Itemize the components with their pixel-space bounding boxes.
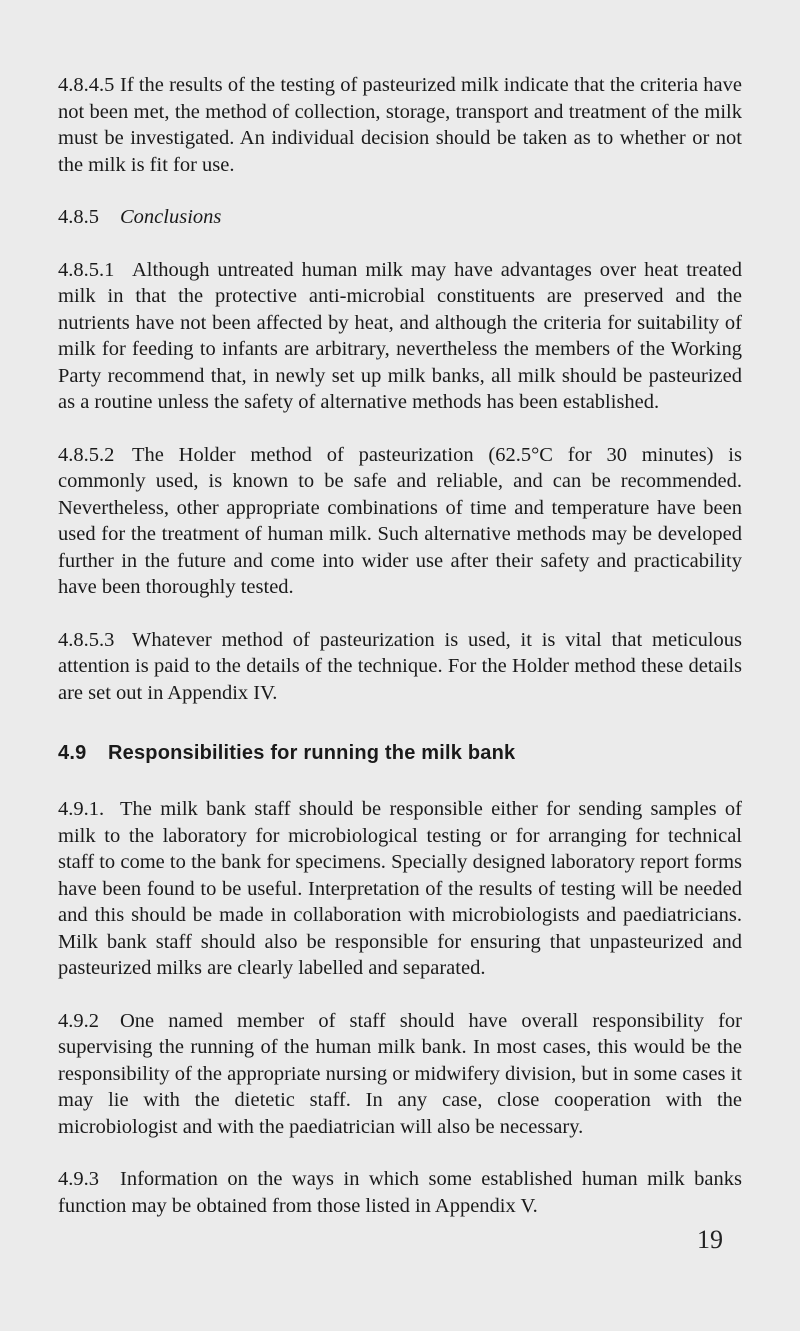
paragraph-4-9-1 — [58, 796, 742, 982]
section-number: 4.9 — [58, 742, 87, 764]
paragraph-4-9-2 — [58, 1008, 742, 1141]
paragraph-4-8-4-5 — [58, 72, 742, 178]
paragraph-text: The milk bank staff should be responsible either for sending samples of milk to the laboratory for microbiological testing or for arranging for technical staff to come to the bank for specimens. Specially designed laboratory report forms have been found to be useful. Interpretation of the results of testing will be needed and this should be made in collaboration with microbiologists and paediatricians. Milk bank staff should also be responsible for ensuring that unpasteurized and pasteurized milks are clearly labelled and separated. — [58, 798, 742, 979]
paragraph-text: The Holder method of pasteurization (62.5°C for 30 minutes) is commonly used, is known to be safe and reliable, and can be recommended. Nevertheless, other appropriate combinations of time and temperature have been used for the treatment of human milk. Such alternative methods may be developed further in the future and come into wider use after their safety and practicability have been thoroughly tested. — [58, 443, 742, 598]
paragraph-number: 4.8.5.1 — [58, 258, 115, 281]
paragraph-number: 4.8.4.5 — [58, 74, 115, 96]
paragraph-4-9-3 — [58, 1166, 742, 1219]
section-title: Conclusions — [120, 206, 222, 228]
page-number: 19 — [697, 1225, 723, 1254]
paragraph-text: Whatever method of pasteurization is used, it is vital that meticulous attention is paid to the details of the technique. For the Holder method these details are set out in Appendix IV. — [58, 628, 742, 704]
paragraph-number: 4.9.2 — [58, 1009, 99, 1032]
section-heading-4-8-5 — [58, 204, 742, 231]
paragraph-text: If the results of the testing of pasteurized milk indicate that the criteria have not been met, the method of collection, storage, transport and treatment of the milk must be investigated. An individual decision should be taken as to whether or not the milk is fit for use. — [58, 74, 742, 176]
section-number: 4.8.5 — [58, 206, 99, 228]
paragraph-4-8-5-1 — [58, 257, 742, 416]
paragraph-text: One named member of staff should have overall responsibility for supervising the running of the human milk bank. In most cases, this would be the responsibility of the appropriate nursing or midwifery division, but in some cases it may lie with the dietetic staff. In any case, close cooperation with the microbiologist and with the paediatrician will also be necessary. — [58, 1009, 742, 1138]
paragraph-number: 4.8.5.2 — [58, 443, 115, 466]
paragraph-4-8-5-3 — [58, 627, 742, 707]
section-title: Responsibilities for running the milk bank — [108, 742, 516, 764]
paragraph-number: 4.8.5.3 — [58, 628, 115, 651]
paragraph-number: 4.9.3 — [58, 1168, 99, 1190]
paragraph-4-8-5-2 — [58, 442, 742, 601]
paragraph-text: Information on the ways in which some established human milk banks function may be obtained from those listed in Appendix V. — [58, 1168, 742, 1217]
section-heading-4-9 — [58, 740, 742, 766]
document-page — [58, 72, 742, 1219]
paragraph-number: 4.9.1. — [58, 798, 105, 820]
paragraph-text: Although untreated human milk may have advantages over heat treated milk in that the protective anti-microbial constituents are preserved and the nutrients have not been affected by heat, and although the criteria for suitability of milk for feeding to infants are arbitrary, nevertheless the members of the Working Party recommend that, in newly set up milk banks, all milk should be pasteurized as a routine unless the safety of alternative methods has been established. — [58, 258, 742, 413]
